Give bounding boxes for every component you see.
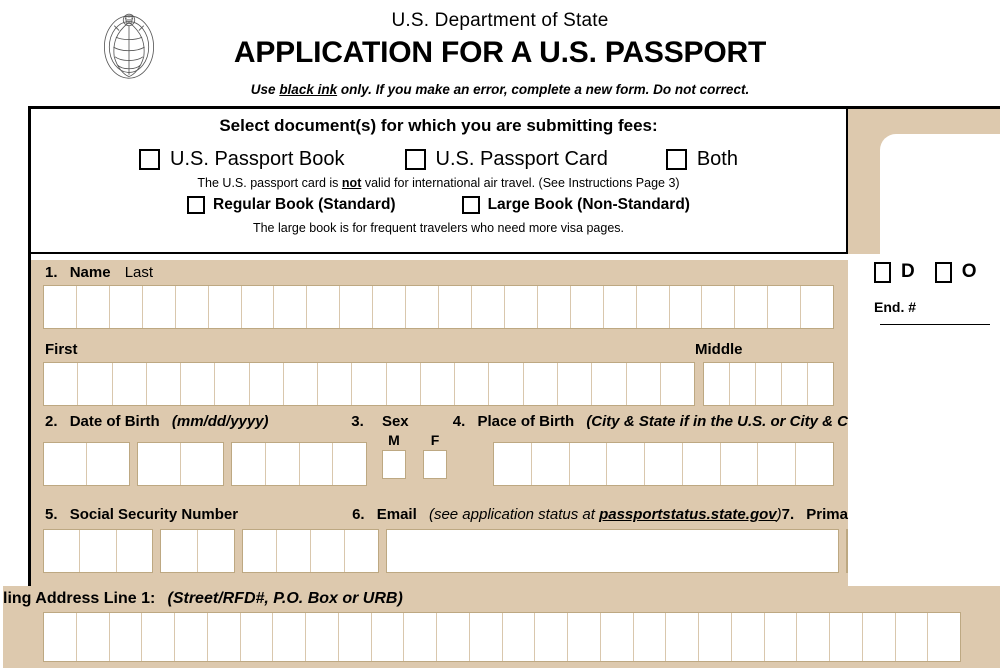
mailing-address-title: ling Address Line 1: [3,590,156,607]
char-cell[interactable] [704,363,730,405]
name-first-input[interactable] [43,362,695,406]
char-cell[interactable] [601,613,634,661]
char-cell[interactable] [176,286,209,328]
checkbox-sex-male[interactable] [382,450,406,479]
char-cell[interactable] [232,443,266,485]
endorsement-number-input[interactable] [880,324,990,325]
name-number: 1. [45,264,58,281]
char-cell[interactable] [571,286,604,328]
name-label [31,260,848,283]
option-regular-book[interactable] [187,196,396,214]
char-cell[interactable] [607,443,645,485]
char-cell[interactable] [110,286,143,328]
ink-instruction-pre: Use [250,82,280,97]
section-birth-sex [31,409,848,502]
char-cell[interactable] [142,613,175,661]
char-cell[interactable] [683,443,721,485]
char-cell[interactable] [472,286,505,328]
char-cell[interactable] [439,286,472,328]
dob-input-group [43,442,378,486]
char-cell[interactable] [801,286,833,328]
option-both[interactable] [666,148,738,171]
ssn-title: Social Security Number [69,506,239,523]
char-cell[interactable] [470,613,503,661]
char-cell[interactable] [345,530,378,572]
checkbox-d[interactable] [874,262,891,283]
checkbox-sex-female[interactable] [423,450,447,479]
char-cell[interactable] [735,286,768,328]
char-cell[interactable] [387,363,421,405]
email-title: Email [376,506,417,523]
char-cell[interactable] [592,363,626,405]
name-first-label: First [45,341,78,358]
dob-format: (mm/dd/yyyy) [171,413,269,430]
sex-input-group [378,432,493,479]
sex-checkboxes [382,450,493,479]
char-cell[interactable] [208,613,241,661]
char-cell[interactable] [339,613,372,661]
dob-year-input[interactable] [231,442,367,486]
char-cell[interactable] [175,613,208,661]
book-size-options [31,196,846,214]
char-cell[interactable] [503,613,536,661]
char-cell[interactable] [241,613,274,661]
fee-selection-heading: Select document(s) for which you are submitting fees: [219,116,658,135]
char-cell[interactable] [110,613,143,661]
char-cell[interactable] [284,363,318,405]
endorsement-number-field [874,299,1000,331]
char-cell[interactable] [250,363,284,405]
fee-selection-block [31,109,848,254]
char-cell[interactable] [670,286,703,328]
char-cell[interactable] [404,613,437,661]
char-cell[interactable] [538,286,571,328]
option-passport-book[interactable] [139,148,345,171]
dob-day-input[interactable] [137,442,224,486]
char-cell[interactable] [808,363,833,405]
section-mailing-address [3,586,1000,668]
char-cell[interactable] [730,363,756,405]
char-cell[interactable] [570,443,608,485]
char-cell[interactable] [758,443,796,485]
char-cell[interactable] [532,443,570,485]
document-header [0,0,1000,104]
char-cell[interactable] [307,286,340,328]
passport-card-note-post: valid for international air travel. (See Instructions Page 3) [361,176,680,190]
option-large-book[interactable] [462,196,690,214]
char-cell[interactable] [44,613,77,661]
char-cell[interactable] [77,286,110,328]
char-cell[interactable] [604,286,637,328]
sex-number: 3. [351,413,364,430]
sex-f-label: F [430,432,440,448]
char-cell[interactable] [721,443,759,485]
char-cell[interactable] [373,286,406,328]
char-cell[interactable] [243,530,277,572]
char-cell[interactable] [277,530,311,572]
char-cell[interactable] [311,530,345,572]
char-cell[interactable] [494,443,532,485]
char-cell[interactable] [699,613,732,661]
primary-phone-input[interactable] [846,529,848,573]
char-cell[interactable] [489,363,523,405]
ink-instruction [0,82,1000,97]
name-first-middle-labels [31,337,848,360]
char-cell[interactable] [306,613,339,661]
char-cell[interactable] [333,443,366,485]
char-cell[interactable] [181,363,215,405]
pob-hint: (City & State if in the U.S. or City & C [586,413,848,430]
ssn-label [31,502,352,525]
char-cell[interactable] [198,530,234,572]
char-cell[interactable] [765,613,798,661]
char-cell[interactable] [768,286,801,328]
ink-instruction-post: only. If you make an error, complete a new form. Do not correct. [337,82,750,97]
official-use-do-row [874,261,989,283]
sex-title: Sex [381,413,409,430]
char-cell[interactable] [242,286,275,328]
checkbox-both[interactable] [666,149,687,170]
char-cell[interactable] [372,613,405,661]
option-passport-card-label: U.S. Passport Card [435,148,608,170]
passport-card-note-pre: The U.S. passport card is [197,176,342,190]
name-title: Name [69,264,111,281]
char-cell[interactable] [796,443,833,485]
char-cell[interactable] [352,363,386,405]
primary-number: 7. [781,506,795,523]
document-title: APPLICATION FOR A U.S. PASSPORT [233,36,767,69]
sex-label [351,409,453,432]
ssn-email-inputs [43,529,848,573]
char-cell[interactable] [661,363,694,405]
name-middle-label: Middle [695,341,743,358]
large-book-note: The large book is for frequent travelers who need more visa pages. [252,221,625,235]
char-cell[interactable] [558,363,592,405]
ssn-email-labels [31,502,848,525]
checkbox-large-book[interactable] [462,196,480,214]
passport-application-form [3,106,1000,665]
char-cell[interactable] [143,286,176,328]
char-cell[interactable] [830,613,863,661]
section-name [31,260,848,409]
section-ssn-email [31,502,848,586]
ssn-number: 5. [45,506,58,523]
char-cell[interactable] [896,613,929,661]
char-cell[interactable] [928,613,960,661]
ink-instruction-emphasis: black ink [279,82,338,97]
label-d: D [901,261,915,282]
sex-mf-labels [382,432,493,448]
char-cell[interactable] [209,286,242,328]
char-cell[interactable] [627,363,661,405]
mailing-address-label [3,586,1000,610]
char-cell[interactable] [637,286,670,328]
char-cell[interactable] [524,363,558,405]
name-first-middle-inputs [43,362,834,406]
birth-sex-labels [31,409,848,432]
name-middle-input[interactable] [703,362,834,406]
email-label [352,502,782,525]
primary-label [782,502,848,525]
endorsement-number-label: End. # [874,299,917,315]
official-use-white-area [880,134,1000,264]
char-cell[interactable] [117,530,152,572]
char-cell[interactable] [44,443,87,485]
checkbox-passport-card[interactable] [405,149,426,170]
char-cell[interactable] [406,286,439,328]
official-use-strip [848,109,1000,254]
ssn-part1-input[interactable] [43,529,153,573]
char-cell[interactable] [797,613,830,661]
char-cell[interactable] [77,613,110,661]
place-of-birth-label [453,409,848,432]
checkbox-regular-book[interactable] [187,196,205,214]
passport-status-link[interactable]: passportstatus.state.gov [599,506,777,523]
char-cell[interactable] [666,613,699,661]
char-cell[interactable] [535,613,568,661]
char-cell[interactable] [44,363,78,405]
char-cell[interactable] [266,443,300,485]
char-cell[interactable] [300,443,334,485]
char-cell[interactable] [78,363,112,405]
char-cell[interactable] [756,363,782,405]
char-cell[interactable] [340,286,373,328]
char-cell[interactable] [274,286,307,328]
document-type-options [31,148,846,171]
char-cell[interactable] [44,286,77,328]
option-passport-book-label: U.S. Passport Book [170,148,345,170]
dob-title: Date of Birth [69,413,160,430]
option-passport-card[interactable] [405,148,608,171]
char-cell[interactable] [455,363,489,405]
char-cell[interactable] [181,443,223,485]
email-input[interactable] [386,529,839,573]
passport-card-note [31,176,846,190]
char-cell[interactable] [87,443,129,485]
label-o: O [961,261,977,282]
char-cell[interactable] [634,613,667,661]
dob-number: 2. [45,413,58,430]
pob-title: Place of Birth [477,413,575,430]
char-cell[interactable] [80,530,116,572]
option-both-label: Both [696,148,738,170]
char-cell[interactable] [318,363,352,405]
checkbox-passport-book[interactable] [139,149,160,170]
option-large-book-label: Large Book (Non-Standard) [487,196,690,213]
char-cell[interactable] [161,530,198,572]
char-cell[interactable] [437,613,470,661]
email-number: 6. [352,506,365,523]
email-hint-post: ) [776,506,782,523]
passport-card-note-emphasis: not [341,176,362,190]
char-cell[interactable] [44,530,80,572]
department-name: U.S. Department of State [391,10,609,31]
place-of-birth-input[interactable] [493,442,834,486]
char-cell[interactable] [273,613,306,661]
mailing-address-hint: (Street/RFD#, P.O. Box or URB) [167,590,403,607]
name-last-label: Last [124,264,154,281]
char-cell[interactable] [113,363,147,405]
ssn-part3-input[interactable] [242,529,379,573]
char-cell[interactable] [568,613,601,661]
ssn-part2-input[interactable] [160,529,235,573]
primary-title: Prima [806,506,848,523]
char-cell[interactable] [702,286,735,328]
char-cell[interactable] [147,363,181,405]
char-cell[interactable] [645,443,683,485]
dob-label [31,409,351,432]
char-cell[interactable] [863,613,896,661]
mailing-address-input[interactable] [43,612,961,662]
char-cell[interactable] [215,363,249,405]
birth-sex-inputs [31,432,848,486]
dob-month-input[interactable] [43,442,130,486]
name-last-input[interactable] [43,285,834,329]
checkbox-o[interactable] [935,262,952,283]
char-cell[interactable] [732,613,765,661]
char-cell[interactable] [505,286,538,328]
option-regular-book-label: Regular Book (Standard) [213,196,396,213]
char-cell[interactable] [782,363,808,405]
sex-m-label: M [388,432,400,448]
pob-number: 4. [452,413,466,430]
email-hint-pre: (see application status at [428,506,600,523]
char-cell[interactable] [421,363,455,405]
char-cell[interactable] [138,443,181,485]
